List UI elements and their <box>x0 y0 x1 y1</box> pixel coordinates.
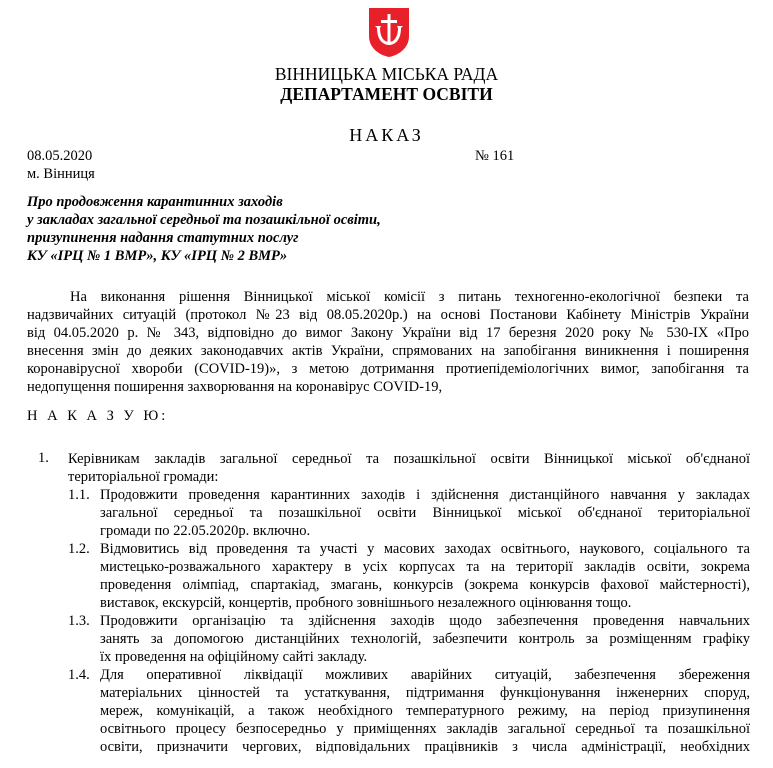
subitem-number: 1.3. <box>68 613 90 629</box>
subitem-number: 1.1. <box>68 487 90 503</box>
item-line: Керівникам закладів загальної середньої та позашкільної освіти Вінницької міської об'єднаної <box>68 451 750 467</box>
subitem-line: занять за допомогою дистанційних технологій, забезпечити контроль за розміщенням графіку <box>100 631 750 647</box>
order-subject <box>27 193 381 265</box>
subject-line: КУ «ІРЦ № 1 ВМР», КУ «ІРЦ № 2 ВМР» <box>27 248 288 264</box>
subitem-line: громади по 22.05.2020р. включно. <box>100 523 311 539</box>
document-type-title: НАКАЗ <box>349 125 424 145</box>
subitem-line: освітнього процесу безпосередньо у приміщеннях закладів загальної середньої та позашкільної <box>100 721 750 737</box>
subitem-line: загальної середньої та позашкільної освіти Вінницької міської об'єднаної територіальної <box>100 505 750 521</box>
preamble-line: коронавірусної хвороби (COVID-19)», з метою дотримання протиепідеміологічних вимог, запобігання та <box>27 361 749 377</box>
subitem-line: Продовжити проведення карантинних заходів і здійснення дистанційного навчання у закладах <box>100 487 750 503</box>
subject-line: Про продовження карантинних заходів <box>27 194 283 210</box>
subitem-line: освіти, призначити чергових, відповідальних працівників з числа адміністрації, необхідних <box>100 739 750 755</box>
subitem-line: виставок, екскурсій, концертів, пробного зовнішнього незалежного оцінювання тощо. <box>100 595 632 611</box>
subitem-line: їх проведення на офіційному сайті закладу. <box>100 649 368 665</box>
document-city: м. Вінниця <box>27 166 95 182</box>
subject-line: призупинення надання статутних послуг <box>27 230 299 246</box>
order-item-1 <box>68 450 750 486</box>
item-line: територіальної громади: <box>68 469 219 485</box>
preamble-line: від 04.05.2020 р. № 343, відповідно до вимог Закону України від 17 березня 2020 року № 530-IX «Про <box>27 325 749 341</box>
subitem-number: 1.4. <box>68 667 90 683</box>
subitem-line: проведення олімпіад, спартакіад, змагань, конкурсів (зокрема конкурсів фахової майстерності), <box>100 577 750 593</box>
subitem-line: мистецько-розважального характеру в усіх корпусах та на території закладів освіти, зокрема <box>100 559 750 575</box>
subitem-line: мереж, комунікацій, а також необхідного температурного режиму, на період призупинення <box>100 703 750 719</box>
item-number: 1. <box>38 450 49 466</box>
subitem-line: матеріальних цінностей та устаткування, підтримання функціонування інженерних споруд, <box>100 685 750 701</box>
subitem-line: Відмовитись від проведення та участі у масових заходах освітнього, наукового, соціального та <box>100 541 750 557</box>
document-number: № 161 <box>475 148 515 164</box>
preamble-line: На виконання рішення Вінницької міської комісії з питань техногенно-екологічної безпеки та <box>70 289 749 305</box>
order-heading: Н А К А З У Ю: <box>27 408 169 424</box>
subitem-line: Для оперативної ліквідації можливих аварійних ситуацій, забезпечення збереження <box>100 667 750 683</box>
preamble-line: внесення змін до деяких законодавчих актів України, спрямованих на запобігання виникнення і поширення <box>27 343 749 359</box>
preamble-line: надзвичайних ситуацій (протокол №23 від 08.05.2020р.) на основі Постанови Кабінету Міністрів України <box>27 307 749 323</box>
preamble-paragraph <box>27 288 749 396</box>
preamble-line: недопущення поширення захворювання на коронавірус COVID-19, <box>27 379 443 395</box>
document-date: 08.05.2020 <box>27 148 93 164</box>
vinnytsia-coat-of-arms-icon <box>367 6 411 58</box>
subject-line: у закладах загальної середньої та позашкільної освіти, <box>27 212 381 228</box>
subitem-line: Продовжити організацію та здійснення заходів щодо забезпечення проведення навчальних <box>100 613 750 629</box>
organization-name: ВІННИЦЬКА МІСЬКА РАДА <box>274 64 499 84</box>
department-name: ДЕПАРТАМЕНТ ОСВІТИ <box>280 84 493 104</box>
subitem-number: 1.2. <box>68 541 90 557</box>
